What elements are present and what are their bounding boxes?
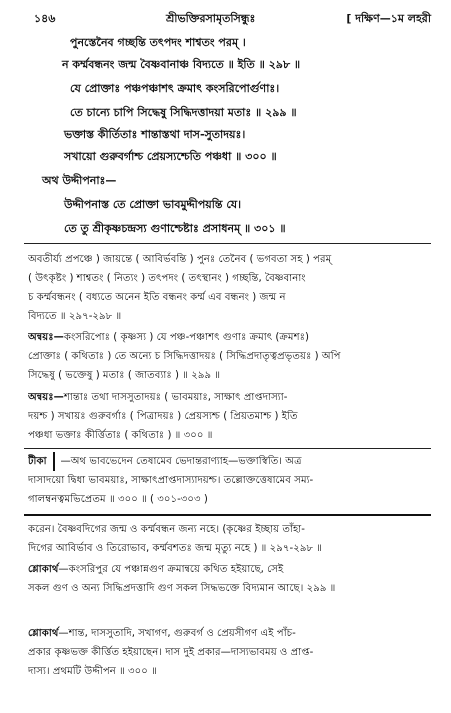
tika-block [28,452,426,509]
text-line: দিগের আবির্ভাব ও তিরোভাব, কর্ম্মবশতঃ জন্ম মৃত্যু নহে ) ॥ ২৯৭-২৯৮ ॥ [28,543,323,554]
verse-line: তে তু শ্রীকৃষ্ণচন্দ্রস্য গুণাশ্চেষ্টাঃ প্রসাধনম্ ॥ ৩০১ ॥ [64,222,286,235]
text-line: প্রকার কৃষ্ণভক্ত কীর্ত্তিত হইয়াছেন। দাস দুই প্রকার—দাস্যভাবময় ও প্রাপ্ত- [28,647,314,658]
text-line: দাস্য। প্রথমটি উদ্দীপন ॥ ৩০০ ॥ [28,666,157,677]
page-number: ১৪৬ [34,12,56,25]
running-header [6,6,445,26]
verse-line: সখায়ো গুরুবর্গাশ্চ প্রেয়স্যশ্চেতি পঞ্চধা ॥ ৩০০ ॥ [64,150,277,163]
text-line: করেন। বৈষ্ণবদিগের জন্ম ও কর্ম্মবন্ধন জন্য নহে। (কৃষ্ণের ইচ্ছায় তাঁহা- [28,524,305,535]
text: শান্তাঃ তথা দাসসুতাদয়ঃ ( ভাবময়াঃ, সাক্ষাৎ প্রাপ্তদাস্যা- [63,392,288,403]
text-line: সকল গুণ ও অন্য সিদ্ধিপ্রদত্তাদি গুণ সকল সিদ্ধভক্তে বিদ্যমান আছে। ২৯৯ ॥ [28,583,336,594]
shlokartha-label: শ্লোকার্থ [28,564,59,575]
divider [24,514,431,516]
divider [24,448,431,449]
text-line [28,388,426,407]
anvaya-block-1 [28,328,426,385]
text-line [28,560,426,579]
bangla-block-1 [28,520,426,558]
verse-line: ন কর্ম্মবন্ধনং জন্ম বৈষ্ণবানাঞ্চ বিদ্যতে ॥ ইতি ॥ ২৯৮ ॥ [62,58,301,71]
shlokartha-label: শ্লোকার্থ [28,628,59,639]
text-line [28,624,426,643]
text-line [28,328,426,347]
text-line: প্রোক্তাঃ ( কথিতাঃ ) তে অন্যে চ সিদ্ধিদত্তাদয়ঃ ( সিদ্ধিপ্রদাতৃত্বপ্রভৃতয়ঃ ) অপি [28,351,341,362]
verse-line: ভক্তাস্ত কীর্তিতাঃ শান্তাস্তথা দাস-সুতাদয়ঃ। [64,128,246,141]
text-line: চ কর্ম্মবন্ধনং ( বধ্যতে অনেন ইতি বন্ধনং কর্ম্ম এব বন্ধনং ) জন্ম ন [28,292,286,303]
text-line: গালম্বনত্বমভিপ্রেতম ॥ ৩০০ ॥ ( ৩০১-৩০৩ ) [28,494,208,505]
text: —অথ ভাবভেদেন তেষামেব ভেদান্তরাণ্যাহ—ভক্তাস্বিতি। অত্র [60,456,302,467]
book-title: শ্রীভক্তিরসামৃতসিন্ধুঃ [166,12,256,25]
text-line: দয়শ্চ ) সখায়ঃ গুরুবর্গাঃ ( পিত্রাদয়ঃ ) প্রেয়স্যশ্চ ( প্রিয়তমাশ্চ ) ইতি [28,411,298,422]
verse-line: উদ্দীপনাস্ত তে প্রোক্তা ভাবমুদ্দীপয়ন্তি যে। [64,198,242,211]
text-line: দাসাদয়ো দ্বিধা ভাবময়াঃ, সাক্ষাৎপ্রাপ্তদাস্যাদয়শ্চ। তল্লোক্তত্তেষামেব সম্য- [28,475,314,486]
verse-line: পুনস্তেনৈব গচ্ছন্তি তৎপদং শাশ্বতং পরম্ । [70,36,246,49]
verse-line: তে চান্যে চাপি সিদ্ধেষু সিদ্ধিদত্তাদয়া মতাঃ ॥ ২৯৯ ॥ [70,106,297,119]
section-label: [ দক্ষিণ—১ম লহরী [346,12,431,25]
anvaya-label: অন্বয়ঃ— [28,392,64,403]
text: কংসরিপোঃ ( কৃষ্ণস্য ) যে পঞ্চ-পঞ্চাশৎ গুণাঃ ক্রমাৎ (ক্রমশঃ) [63,332,310,343]
text: —কংসরিপুর যে পঞ্চান্নগুণ ক্রমান্বয়ে কথিত হইয়াছে, সেই [58,564,284,575]
verse-line: যে প্রোক্তাঃ পঞ্চপঞ্চাশৎ ক্রমাৎ কংসরিপোর্গুণাঃ। [70,82,280,95]
anvaya-block-2 [28,388,426,445]
text: —শান্ত, দাসসুতাদি, সখাগণ, গুরুবর্গ ও প্রেয়সীগণ এই পাঁচ- [58,628,296,639]
text-line: অবতীর্য্য প্রপঞ্চে ) জায়ন্তে ( আবির্ভবন্তি ) পুনঃ তেনৈব ( ভগবতা সহ ) পরম্ [28,254,332,265]
text-line: বিদ্যতে ॥ ২৯৭-২৯৮ ॥ [28,311,122,322]
text-line: ( উৎকৃষ্টং ) শাশ্বতং ( নিত্যং ) তৎপদং ( তৎস্থানং ) গচ্ছন্তি, বৈষ্ণবানাং [28,273,306,284]
text-line: সিদ্ধেষু ( ভক্তেষু ) মতাঃ ( জাতব্যাঃ ) ॥ ২৯৯ ॥ [28,370,221,381]
text-line [28,452,426,471]
tika-label: টীকা [28,452,55,471]
anvaya-label: অন্বয়ঃ— [28,332,64,343]
divider [24,243,431,244]
shlokartha-block-2 [28,624,426,681]
shlokartha-block-1 [28,560,426,598]
commentary-sanskrit [28,250,426,326]
text-line: পঞ্চধা ভক্তাঃ কীর্ত্তিতাঃ ( কথিতাঃ ) ॥ ৩০০ ॥ [28,430,213,441]
atha-heading: অথ উদ্দীপনাঃ— [42,174,117,187]
